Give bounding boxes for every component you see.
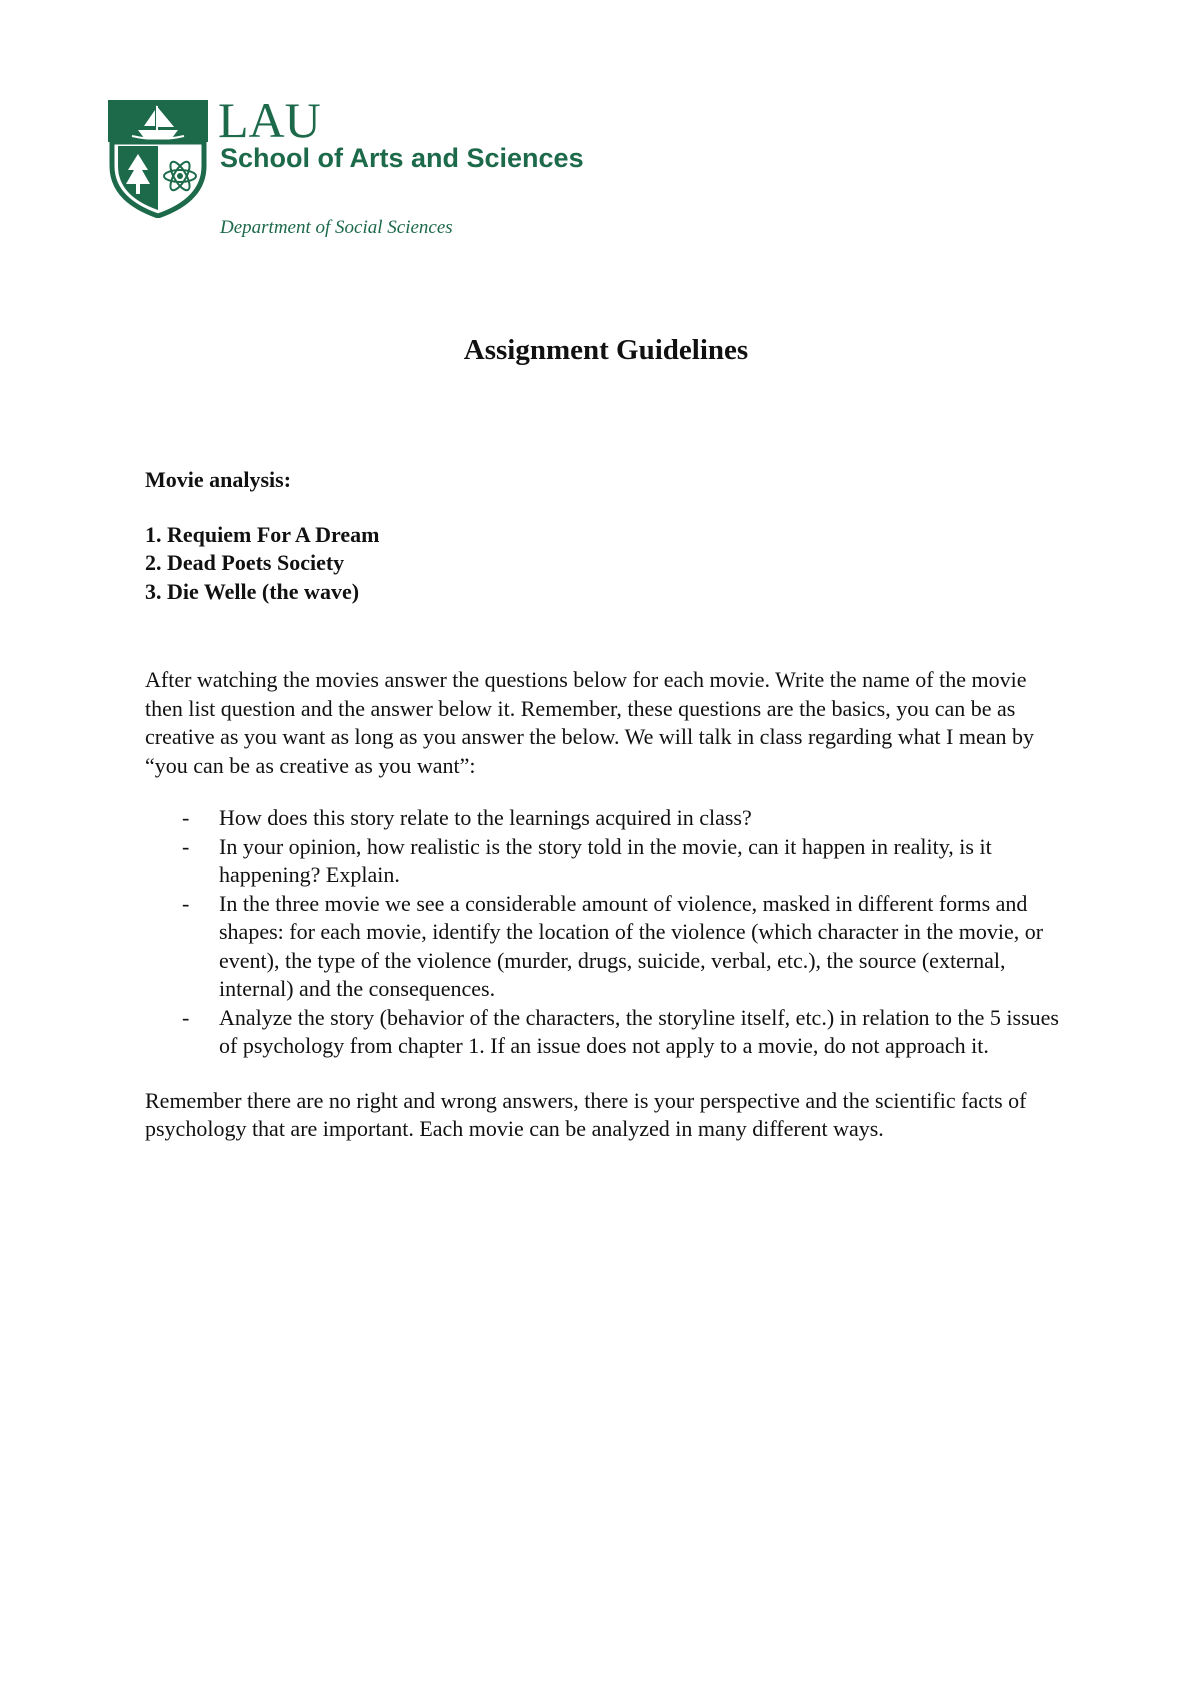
question-text: In the three movie we see a considerable amount of violence, masked in different forms and shapes: for each movie, identify the location of the violence (which character in the movie, or event), the type of the violence (murder, drugs, suicide, verbal, etc.), the source (external, internal) and the consequences. (219, 890, 1044, 1001)
movie-item: 3. Die Welle (the wave) (145, 578, 360, 604)
document-body (145, 466, 1065, 1144)
bullet-dash: - (182, 890, 190, 916)
question-text: In your opinion, how realistic is the story told in the movie, can it happen in reality, is it happening? Explain. (219, 833, 992, 887)
question-text: Analyze the story (behavior of the characters, the storyline itself, etc.) in relation to the 5 issues of psychology from chapter 1. If an issue does not apply to a movie, do not approach it. (219, 1004, 1059, 1058)
bullet-dash: - (182, 833, 190, 859)
question-text: How does this story relate to the learnings acquired in class? (219, 805, 752, 830)
closing-paragraph: Remember there are no right and wrong answers, there is your perspective and the scientific facts of psychology that are important. Each movie can be analyzed in many different ways. (145, 1087, 1027, 1141)
question-item (145, 804, 1065, 833)
movie-item: 1. Requiem For A Dream (145, 521, 380, 547)
lau-shield-emblem (108, 100, 214, 218)
page-title: Assignment Guidelines (463, 334, 749, 366)
institution-logo (108, 92, 628, 250)
movie-list (145, 521, 1065, 607)
question-item (145, 833, 1065, 890)
question-item (145, 890, 1065, 1004)
department-name: Department of Social Sciences (220, 217, 453, 238)
lau-wordmark: LAU (218, 92, 321, 148)
movie-item: 2. Dead Poets Society (145, 550, 345, 575)
intro-paragraph: After watching the movies answer the questions below for each movie. Write the name of the movie then list question and the answer below it. Remember, these questions are the basics, you can be as creative as you want as long as you answer the below. We will talk in class regarding what I mean by “you can be as creative as you want”: (145, 667, 1034, 778)
bullet-dash: - (182, 1004, 190, 1030)
school-name: School of Arts and Sciences (220, 143, 584, 173)
question-item (145, 1004, 1065, 1061)
question-list (145, 804, 1065, 1061)
bullet-dash: - (182, 805, 190, 830)
section-label: Movie analysis: (145, 467, 292, 492)
